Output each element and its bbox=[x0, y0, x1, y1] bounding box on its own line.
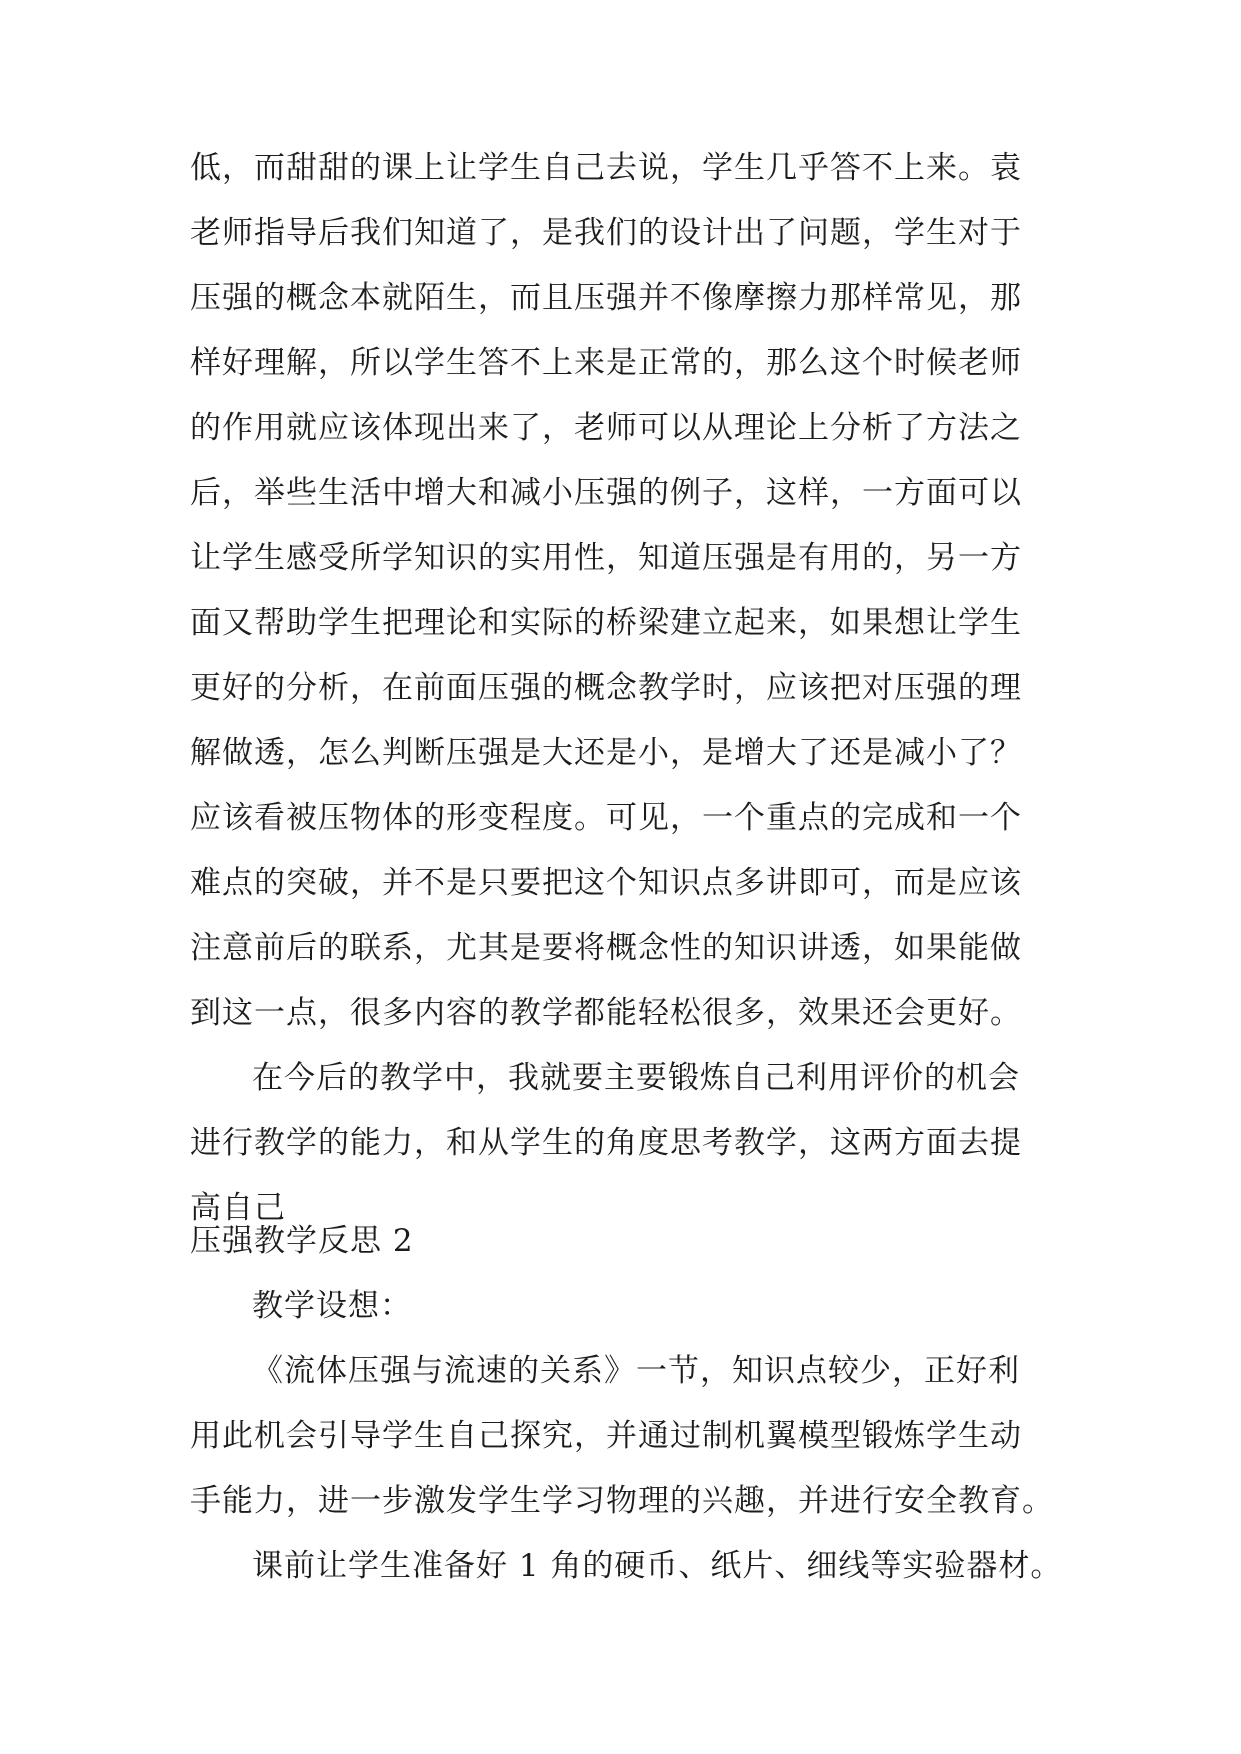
paragraph-line: 老师指导后我们知道了，是我们的设计出了问题，学生对于 bbox=[190, 215, 1022, 251]
paragraph-line: 手能力，进一步激发学生学习物理的兴趣，并进行安全教育。 bbox=[190, 1483, 1054, 1519]
section-2 bbox=[190, 1209, 1063, 1599]
paragraph-line: 教学设想： bbox=[252, 1288, 412, 1324]
paragraph-line: 注意前后的联系，尤其是要将概念性的知识讲透，如果能做 bbox=[190, 930, 1022, 966]
paragraph-line: 更好的分析，在前面压强的概念教学时，应该把对压强的理 bbox=[190, 670, 1022, 706]
paragraph-line: 进行教学的能力，和从学生的角度思考教学，这两方面去提 bbox=[190, 1125, 1022, 1161]
paragraph-line: 后，举些生活中增大和减小压强的例子，这样，一方面可以 bbox=[190, 475, 1022, 511]
paragraph-line: 让学生感受所学知识的实用性，知道压强是有用的，另一方 bbox=[190, 540, 1022, 576]
paragraph-line: 用此机会引导学生自己探究，并通过制机翼模型锻炼学生动 bbox=[190, 1418, 1022, 1454]
paragraph-line: 应该看被压物体的形变程度。可见，一个重点的完成和一个 bbox=[190, 800, 1022, 836]
paragraph-line: 的作用就应该体现出来了，老师可以从理论上分析了方法之 bbox=[190, 410, 1022, 446]
paragraph-line: 面又帮助学生把理论和实际的桥梁建立起来，如果想让学生 bbox=[190, 605, 1022, 641]
paragraph-line: 低，而甜甜的课上让学生自己去说，学生几乎答不上来。袁 bbox=[190, 150, 1022, 186]
paragraph-line: 课前让学生准备好 1 角的硬币、纸片、细线等实验器材。 bbox=[252, 1548, 1063, 1584]
section-1-body bbox=[190, 136, 1050, 1241]
paragraph-line: 《流体压强与流速的关系》一节，知识点较少，正好利 bbox=[252, 1353, 1020, 1389]
paragraph-line: 高自己 bbox=[190, 1190, 286, 1226]
paragraph-line: 压强的概念本就陌生，而且压强并不像摩擦力那样常见，那 bbox=[190, 280, 1022, 316]
section-heading: 压强教学反思 2 bbox=[190, 1223, 414, 1259]
paragraph-line: 到这一点，很多内容的教学都能轻松很多，效果还会更好。 bbox=[190, 995, 1022, 1031]
paragraph-line: 在今后的教学中，我就要主要锻炼自己利用评价的机会 bbox=[252, 1060, 1020, 1096]
paragraph-line: 难点的突破，并不是只要把这个知识点多讲即可，而是应该 bbox=[190, 865, 1022, 901]
paragraph-line: 样好理解，所以学生答不上来是正常的，那么这个时候老师 bbox=[190, 345, 1022, 381]
paragraph-line: 解做透，怎么判断压强是大还是小，是增大了还是减小了？ bbox=[190, 735, 1022, 771]
